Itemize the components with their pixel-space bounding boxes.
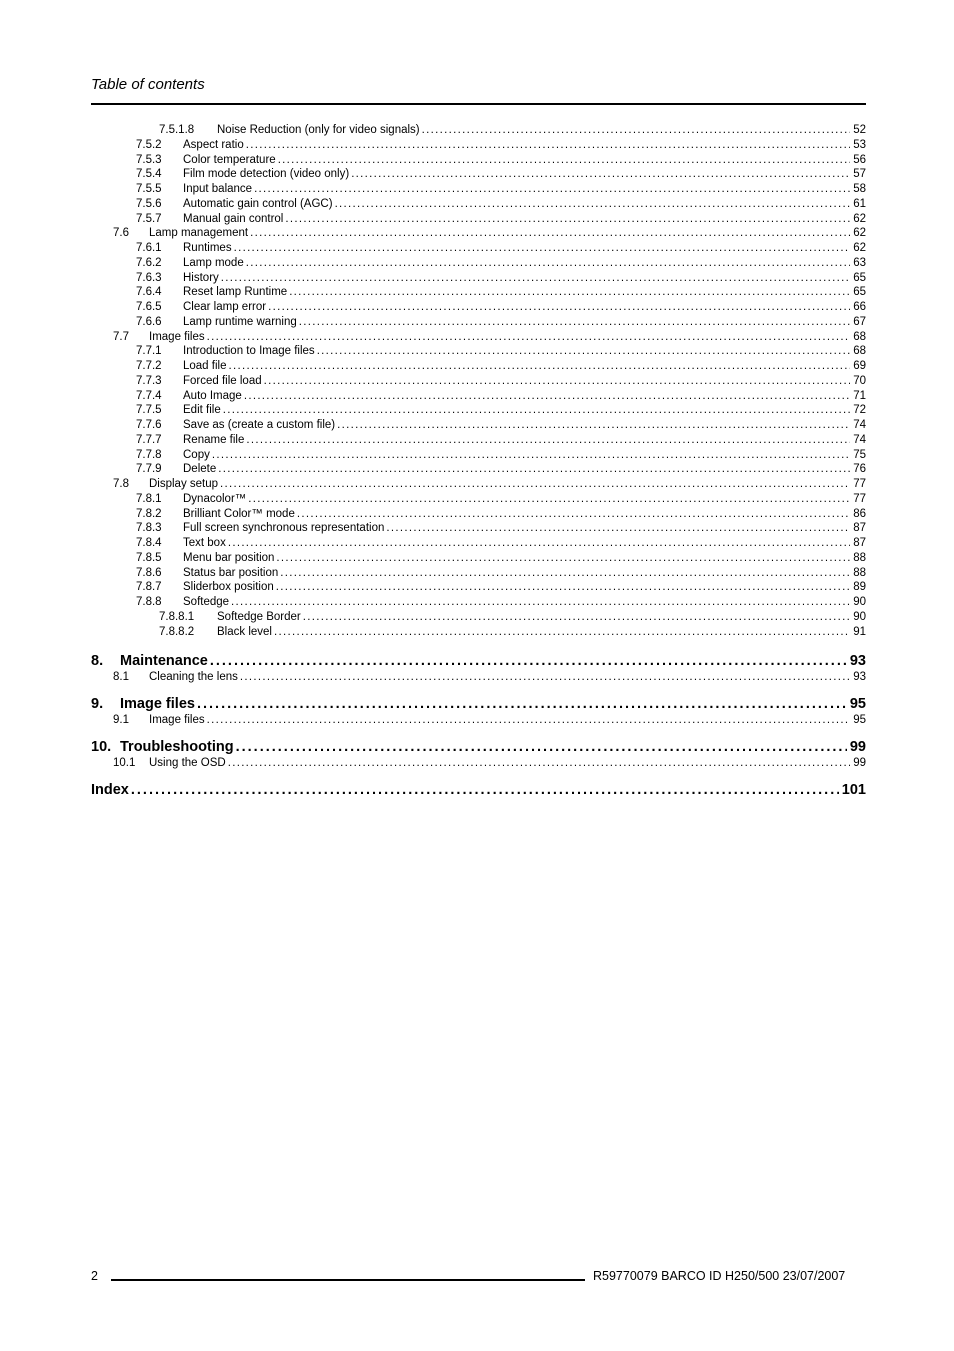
toc-entry[interactable]: [91, 507, 866, 522]
toc-entry-title: Runtimes: [183, 242, 232, 254]
toc-entry-title: Image files: [120, 696, 195, 712]
toc-entry-number: 7.8: [113, 478, 129, 490]
toc-dot-leader: [280, 566, 850, 581]
toc-entry[interactable]: [91, 138, 866, 153]
toc-entry-title: Noise Reduction (only for video signals): [217, 124, 420, 136]
toc-entry-page: 66: [853, 301, 866, 313]
toc-entry-title: Lamp management: [149, 227, 249, 240]
toc-dot-leader: [254, 182, 850, 197]
toc-entry-page: 77: [853, 492, 866, 505]
footer-rule: [111, 1279, 585, 1281]
toc-entry[interactable]: [91, 433, 866, 448]
toc-dot-leader: [276, 551, 850, 566]
toc-entry[interactable]: [91, 123, 866, 138]
toc-entry-page: 86: [853, 507, 866, 520]
toc-entry-number: 7.8.5: [136, 551, 162, 564]
toc-entry-page: 93: [853, 671, 866, 684]
toc-entry[interactable]: [91, 781, 866, 799]
toc-entry[interactable]: [91, 271, 866, 286]
toc-dot-leader: [236, 738, 847, 756]
toc-entry[interactable]: [91, 625, 866, 640]
toc-entry-title: Film mode detection (video only): [183, 168, 350, 181]
toc-entry-page: 99: [849, 738, 866, 755]
toc-entry-page: 62: [853, 212, 866, 225]
toc-entry-title: Forced file load: [183, 374, 262, 387]
toc-entry-title: Edit file: [183, 404, 221, 417]
toc-entry-number: 7.6.3: [136, 271, 162, 284]
toc-entry-page: 74: [853, 433, 866, 446]
header-rule: [91, 103, 866, 105]
toc-entry-page: 68: [853, 345, 866, 358]
toc-entry[interactable]: [91, 695, 866, 713]
toc-entry[interactable]: [91, 197, 866, 212]
toc-dot-leader: [278, 153, 851, 168]
toc-entry[interactable]: [91, 359, 866, 374]
toc-entry-page: 95: [849, 696, 866, 712]
toc-dot-leader: [264, 374, 851, 389]
toc-entry-title: Index: [91, 781, 129, 798]
toc-entry[interactable]: [91, 756, 866, 771]
toc-entry-page: 91: [853, 625, 866, 638]
toc-entry-title: Clear lamp error: [183, 301, 267, 313]
toc-entry[interactable]: [91, 738, 866, 756]
toc-entry-page: 68: [853, 330, 866, 343]
toc-entry-number: 7.7.6: [136, 419, 162, 431]
toc-entry[interactable]: [91, 403, 866, 418]
toc-entry-number: 10.1: [113, 756, 136, 769]
toc-dot-leader: [228, 536, 850, 551]
toc-entry-title: Sliderbox position: [183, 581, 274, 594]
toc-entry[interactable]: [91, 153, 866, 168]
toc-dot-leader: [289, 285, 850, 300]
toc-dot-leader: [131, 781, 839, 799]
toc-entry-page: 87: [853, 537, 866, 549]
toc-entry-number: 9.1: [113, 714, 129, 726]
toc-dot-leader: [276, 580, 850, 595]
toc-dot-leader: [246, 138, 850, 153]
toc-entry-page: 89: [853, 581, 866, 594]
toc-entry-number: 7.7.2: [136, 360, 162, 372]
toc-entry-number: 7.8.1: [136, 492, 162, 505]
toc-dot-leader: [207, 713, 851, 728]
toc-dot-leader: [231, 595, 850, 610]
toc-dot-leader: [246, 256, 850, 271]
toc-entry-page: 62: [853, 242, 866, 254]
toc-entry-number: 7.6.5: [136, 301, 162, 313]
toc-entry[interactable]: [91, 610, 866, 625]
toc-entry-title: Automatic gain control (AGC): [183, 197, 333, 210]
toc-entry-number: 7.6.4: [136, 286, 162, 299]
toc-entry[interactable]: [91, 285, 866, 300]
toc-entry[interactable]: [91, 212, 866, 227]
toc-entry-title: Softedge Border: [217, 610, 301, 623]
toc-entry-number: 7.8.4: [136, 537, 162, 549]
toc-entry-number: 7.5.5: [136, 183, 162, 195]
toc-entry-page: 75: [853, 448, 866, 461]
table-of-contents: [91, 123, 866, 799]
toc-entry-page: 99: [853, 756, 866, 769]
toc-dot-leader: [422, 123, 851, 138]
toc-entry-number: 7.8.8: [136, 596, 162, 608]
toc-entry-title: Save as (create a custom file): [183, 419, 336, 431]
toc-entry-number: 7.7.5: [136, 404, 162, 417]
toc-entry-page: 61: [853, 197, 866, 210]
toc-entry-page: 95: [853, 714, 866, 726]
footer-page-number: 2: [91, 1269, 98, 1283]
toc-entry[interactable]: [91, 374, 866, 389]
toc-entry[interactable]: [91, 462, 866, 477]
toc-entry-title: Troubleshooting: [120, 738, 234, 755]
toc-entry[interactable]: [91, 241, 866, 256]
toc-entry-number: 10.: [91, 738, 112, 755]
toc-entry-title: Brilliant Color™ mode: [183, 507, 295, 520]
toc-entry[interactable]: [91, 448, 866, 463]
toc-entry-number: 7.6: [113, 227, 129, 240]
toc-entry-page: 88: [853, 566, 866, 579]
toc-entry[interactable]: [91, 551, 866, 566]
toc-entry-page: 53: [853, 138, 866, 151]
toc-entry-page: 70: [853, 374, 866, 387]
toc-entry-page: 71: [853, 389, 866, 402]
toc-entry-page: 87: [853, 522, 866, 535]
toc-dot-leader: [212, 448, 850, 463]
toc-entry-page: 65: [853, 271, 866, 284]
toc-entry[interactable]: [91, 344, 866, 359]
toc-entry-title: Color temperature: [183, 153, 276, 166]
toc-entry-number: 7.5.6: [136, 197, 162, 210]
toc-entry-title: Display setup: [149, 478, 219, 490]
toc-dot-leader: [244, 389, 850, 404]
toc-dot-leader: [220, 477, 850, 492]
toc-entry-number: 7.7.1: [136, 345, 162, 358]
toc-dot-leader: [268, 300, 850, 315]
toc-entry-title: Lamp runtime warning: [183, 315, 297, 328]
toc-dot-leader: [207, 330, 851, 345]
toc-entry-title: Status bar position: [183, 566, 279, 579]
toc-dot-leader: [274, 625, 850, 640]
toc-entry-page: 69: [853, 360, 866, 372]
toc-dot-leader: [285, 212, 850, 227]
toc-entry[interactable]: [91, 595, 866, 610]
toc-entry-number: 7.7.7: [136, 433, 162, 446]
toc-entry-title: Image files: [149, 330, 205, 343]
toc-dot-leader: [228, 756, 851, 771]
toc-entry-number: 7.5.4: [136, 168, 162, 181]
toc-entry-page: 63: [853, 256, 866, 269]
toc-entry[interactable]: [91, 226, 866, 241]
toc-dot-leader: [228, 359, 850, 374]
toc-entry-page: 93: [849, 653, 866, 670]
toc-entry-title: Introduction to Image files: [183, 345, 315, 358]
toc-entry-title: Copy: [183, 448, 210, 461]
toc-entry-title: Aspect ratio: [183, 138, 244, 151]
toc-entry[interactable]: [91, 256, 866, 271]
toc-entry-title: Using the OSD: [149, 756, 226, 769]
toc-entry-number: 8.1: [113, 671, 129, 684]
toc-entry-number: 8.: [91, 653, 104, 670]
toc-dot-leader: [335, 197, 851, 212]
toc-entry-number: 7.7.4: [136, 389, 162, 402]
toc-entry-page: 52: [853, 124, 866, 136]
toc-entry-title: Dynacolor™: [183, 492, 247, 505]
toc-entry-page: 74: [853, 419, 866, 431]
toc-entry-number: 7.7.3: [136, 374, 162, 387]
toc-dot-leader: [299, 315, 850, 330]
toc-dot-leader: [210, 652, 847, 670]
toc-dot-leader: [197, 695, 847, 713]
toc-dot-leader: [386, 521, 850, 536]
toc-entry[interactable]: [91, 182, 866, 197]
toc-entry-title: Softedge: [183, 596, 230, 608]
toc-entry-number: 7.8.8.1: [159, 610, 195, 623]
toc-entry[interactable]: [91, 670, 866, 685]
toc-entry-page: 101: [841, 781, 866, 798]
toc-dot-leader: [218, 462, 850, 477]
toc-entry-title: Maintenance: [120, 653, 208, 670]
toc-entry-page: 57: [853, 168, 866, 181]
toc-entry[interactable]: [91, 492, 866, 507]
toc-entry-number: 7.6.6: [136, 315, 162, 328]
toc-entry[interactable]: [91, 536, 866, 551]
toc-entry-number: 7.5.7: [136, 212, 162, 225]
toc-entry-title: Auto Image: [183, 389, 242, 402]
toc-entry-page: 72: [853, 404, 866, 417]
toc-entry-title: Text box: [183, 537, 226, 549]
toc-entry-title: Delete: [183, 463, 217, 476]
toc-entry-page: 90: [853, 596, 866, 608]
toc-entry-number: 7.7.8: [136, 448, 162, 461]
toc-dot-leader: [223, 403, 850, 418]
toc-entry-page: 62: [853, 227, 866, 240]
toc-entry[interactable]: [91, 521, 866, 536]
toc-entry-number: 7.7: [113, 330, 129, 343]
toc-entry-title: Input balance: [183, 183, 253, 195]
toc-entry-title: Manual gain control: [183, 212, 284, 225]
toc-entry[interactable]: [91, 389, 866, 404]
toc-entry-page: 76: [853, 463, 866, 476]
toc-entry[interactable]: [91, 580, 866, 595]
toc-entry-page: 65: [853, 286, 866, 299]
toc-entry-title: Black level: [217, 625, 272, 638]
toc-dot-leader: [246, 433, 850, 448]
toc-entry-number: 7.6.2: [136, 256, 162, 269]
toc-entry[interactable]: [91, 477, 866, 492]
toc-entry-title: Full screen synchronous representation: [183, 522, 385, 535]
toc-entry[interactable]: [91, 315, 866, 330]
toc-entry-title: Menu bar position: [183, 551, 275, 564]
toc-dot-leader: [303, 610, 850, 625]
toc-entry-number: 7.8.8.2: [159, 625, 195, 638]
toc-dot-leader: [240, 670, 850, 685]
toc-entry[interactable]: [91, 418, 866, 433]
toc-entry-number: 9.: [91, 696, 104, 712]
toc-dot-leader: [337, 418, 850, 433]
toc-entry[interactable]: [91, 652, 866, 670]
page-header-title: Table of contents: [91, 76, 205, 93]
toc-dot-leader: [221, 271, 850, 286]
toc-entry-number: 7.8.7: [136, 581, 162, 594]
toc-entry-number: 7.7.9: [136, 463, 162, 476]
toc-entry-page: 77: [853, 478, 866, 490]
toc-entry-title: Load file: [183, 360, 227, 372]
toc-dot-leader: [317, 344, 851, 359]
toc-entry[interactable]: [91, 330, 866, 345]
footer-document-info: R59770079 BARCO ID H250/500 23/07/2007: [593, 1269, 846, 1283]
toc-entry-number: 7.5.2: [136, 138, 162, 151]
toc-entry-title: Image files: [149, 714, 205, 726]
toc-entry-title: History: [183, 271, 219, 284]
toc-entry-title: Rename file: [183, 433, 245, 446]
toc-entry-page: 58: [853, 183, 866, 195]
toc-entry-title: Cleaning the lens: [149, 671, 238, 684]
toc-entry-title: Lamp mode: [183, 256, 244, 269]
toc-entry-number: 7.6.1: [136, 242, 162, 254]
toc-entry-page: 90: [853, 610, 866, 623]
toc-entry-title: Reset lamp Runtime: [183, 286, 288, 299]
toc-entry-page: 56: [853, 153, 866, 166]
toc-entry-number: 7.8.2: [136, 507, 162, 520]
toc-dot-leader: [250, 226, 850, 241]
toc-entry-number: 7.5.1.8: [159, 124, 195, 136]
toc-entry-page: 67: [853, 315, 866, 328]
toc-dot-leader: [297, 507, 850, 522]
toc-dot-leader: [234, 241, 851, 256]
toc-entry-number: 7.8.6: [136, 566, 162, 579]
toc-entry-page: 88: [853, 551, 866, 564]
toc-entry[interactable]: [91, 713, 866, 728]
toc-entry-number: 7.8.3: [136, 522, 162, 535]
toc-entry[interactable]: [91, 300, 866, 315]
toc-dot-leader: [351, 167, 850, 182]
toc-entry[interactable]: [91, 167, 866, 182]
toc-dot-leader: [248, 492, 850, 507]
toc-entry-number: 7.5.3: [136, 153, 162, 166]
toc-entry[interactable]: [91, 566, 866, 581]
